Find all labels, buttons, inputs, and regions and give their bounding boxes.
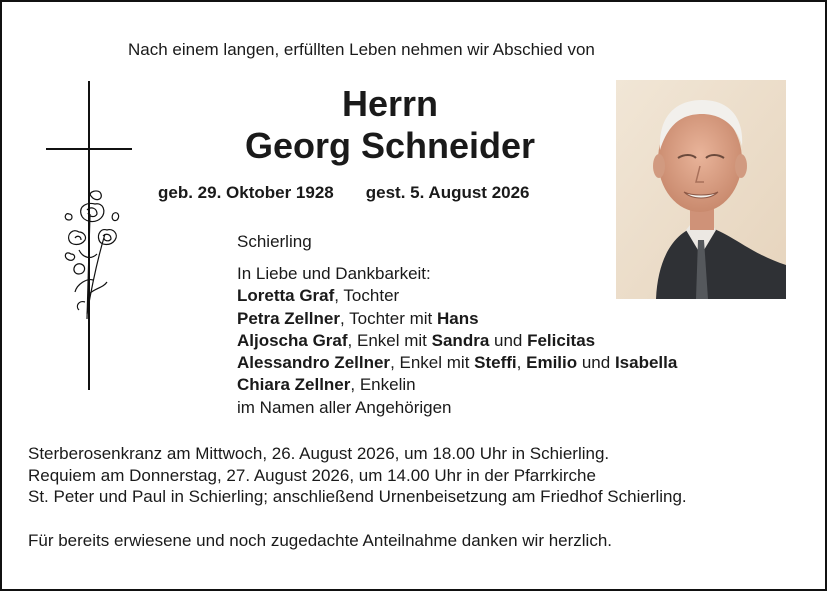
rosary-info: Sterberosenkranz am Mittwoch, 26. August 2026, um 18.00 Uhr in Schierling. bbox=[28, 444, 610, 463]
mourners-list bbox=[237, 263, 677, 419]
service-details bbox=[28, 443, 687, 508]
place-of-residence: Schierling bbox=[237, 232, 312, 251]
mourner-line: Chiara Zellner, Enkelin bbox=[237, 375, 416, 395]
intro-text: Nach einem langen, erfüllten Leben nehmen wir Abschied von bbox=[128, 40, 595, 59]
mourner-line: Petra Zellner, Tochter mit Hans bbox=[237, 308, 479, 328]
portrait-photo bbox=[616, 80, 786, 299]
mourner-line: Loretta Graf, Tochter bbox=[237, 286, 400, 306]
mourners-closing: im Namen aller Angehörigen bbox=[237, 397, 452, 417]
mourner-line: Alessandro Zellner, Enkel mit Steffi, Emilio und Isabella bbox=[237, 353, 678, 373]
requiem-info: Requiem am Donnerstag, 27. August 2026, um 14.00 Uhr in der Pfarrkirche bbox=[28, 465, 596, 485]
mourners-intro: In Liebe und Dankbarkeit: bbox=[237, 264, 431, 283]
death-date: gest. 5. August 2026 bbox=[365, 183, 530, 202]
birth-date: geb. 29. Oktober 1928 bbox=[158, 183, 334, 202]
honorific: Herrn bbox=[341, 83, 439, 124]
mourner-line: Aljoscha Graf, Enkel mit Sandra und Felicitas bbox=[237, 330, 596, 350]
burial-info: St. Peter und Paul in Schierling; anschließend Urnenbeisetzung am Friedhof Schierling. bbox=[28, 487, 687, 507]
roses-icon bbox=[57, 184, 137, 324]
deceased-name: Georg Schneider bbox=[244, 125, 536, 166]
cross-icon-horizontal bbox=[46, 148, 132, 150]
thanks-text: Für bereits erwiesene und noch zugedachte Anteilnahme danken wir herzlich. bbox=[28, 531, 613, 550]
life-dates bbox=[158, 183, 530, 203]
